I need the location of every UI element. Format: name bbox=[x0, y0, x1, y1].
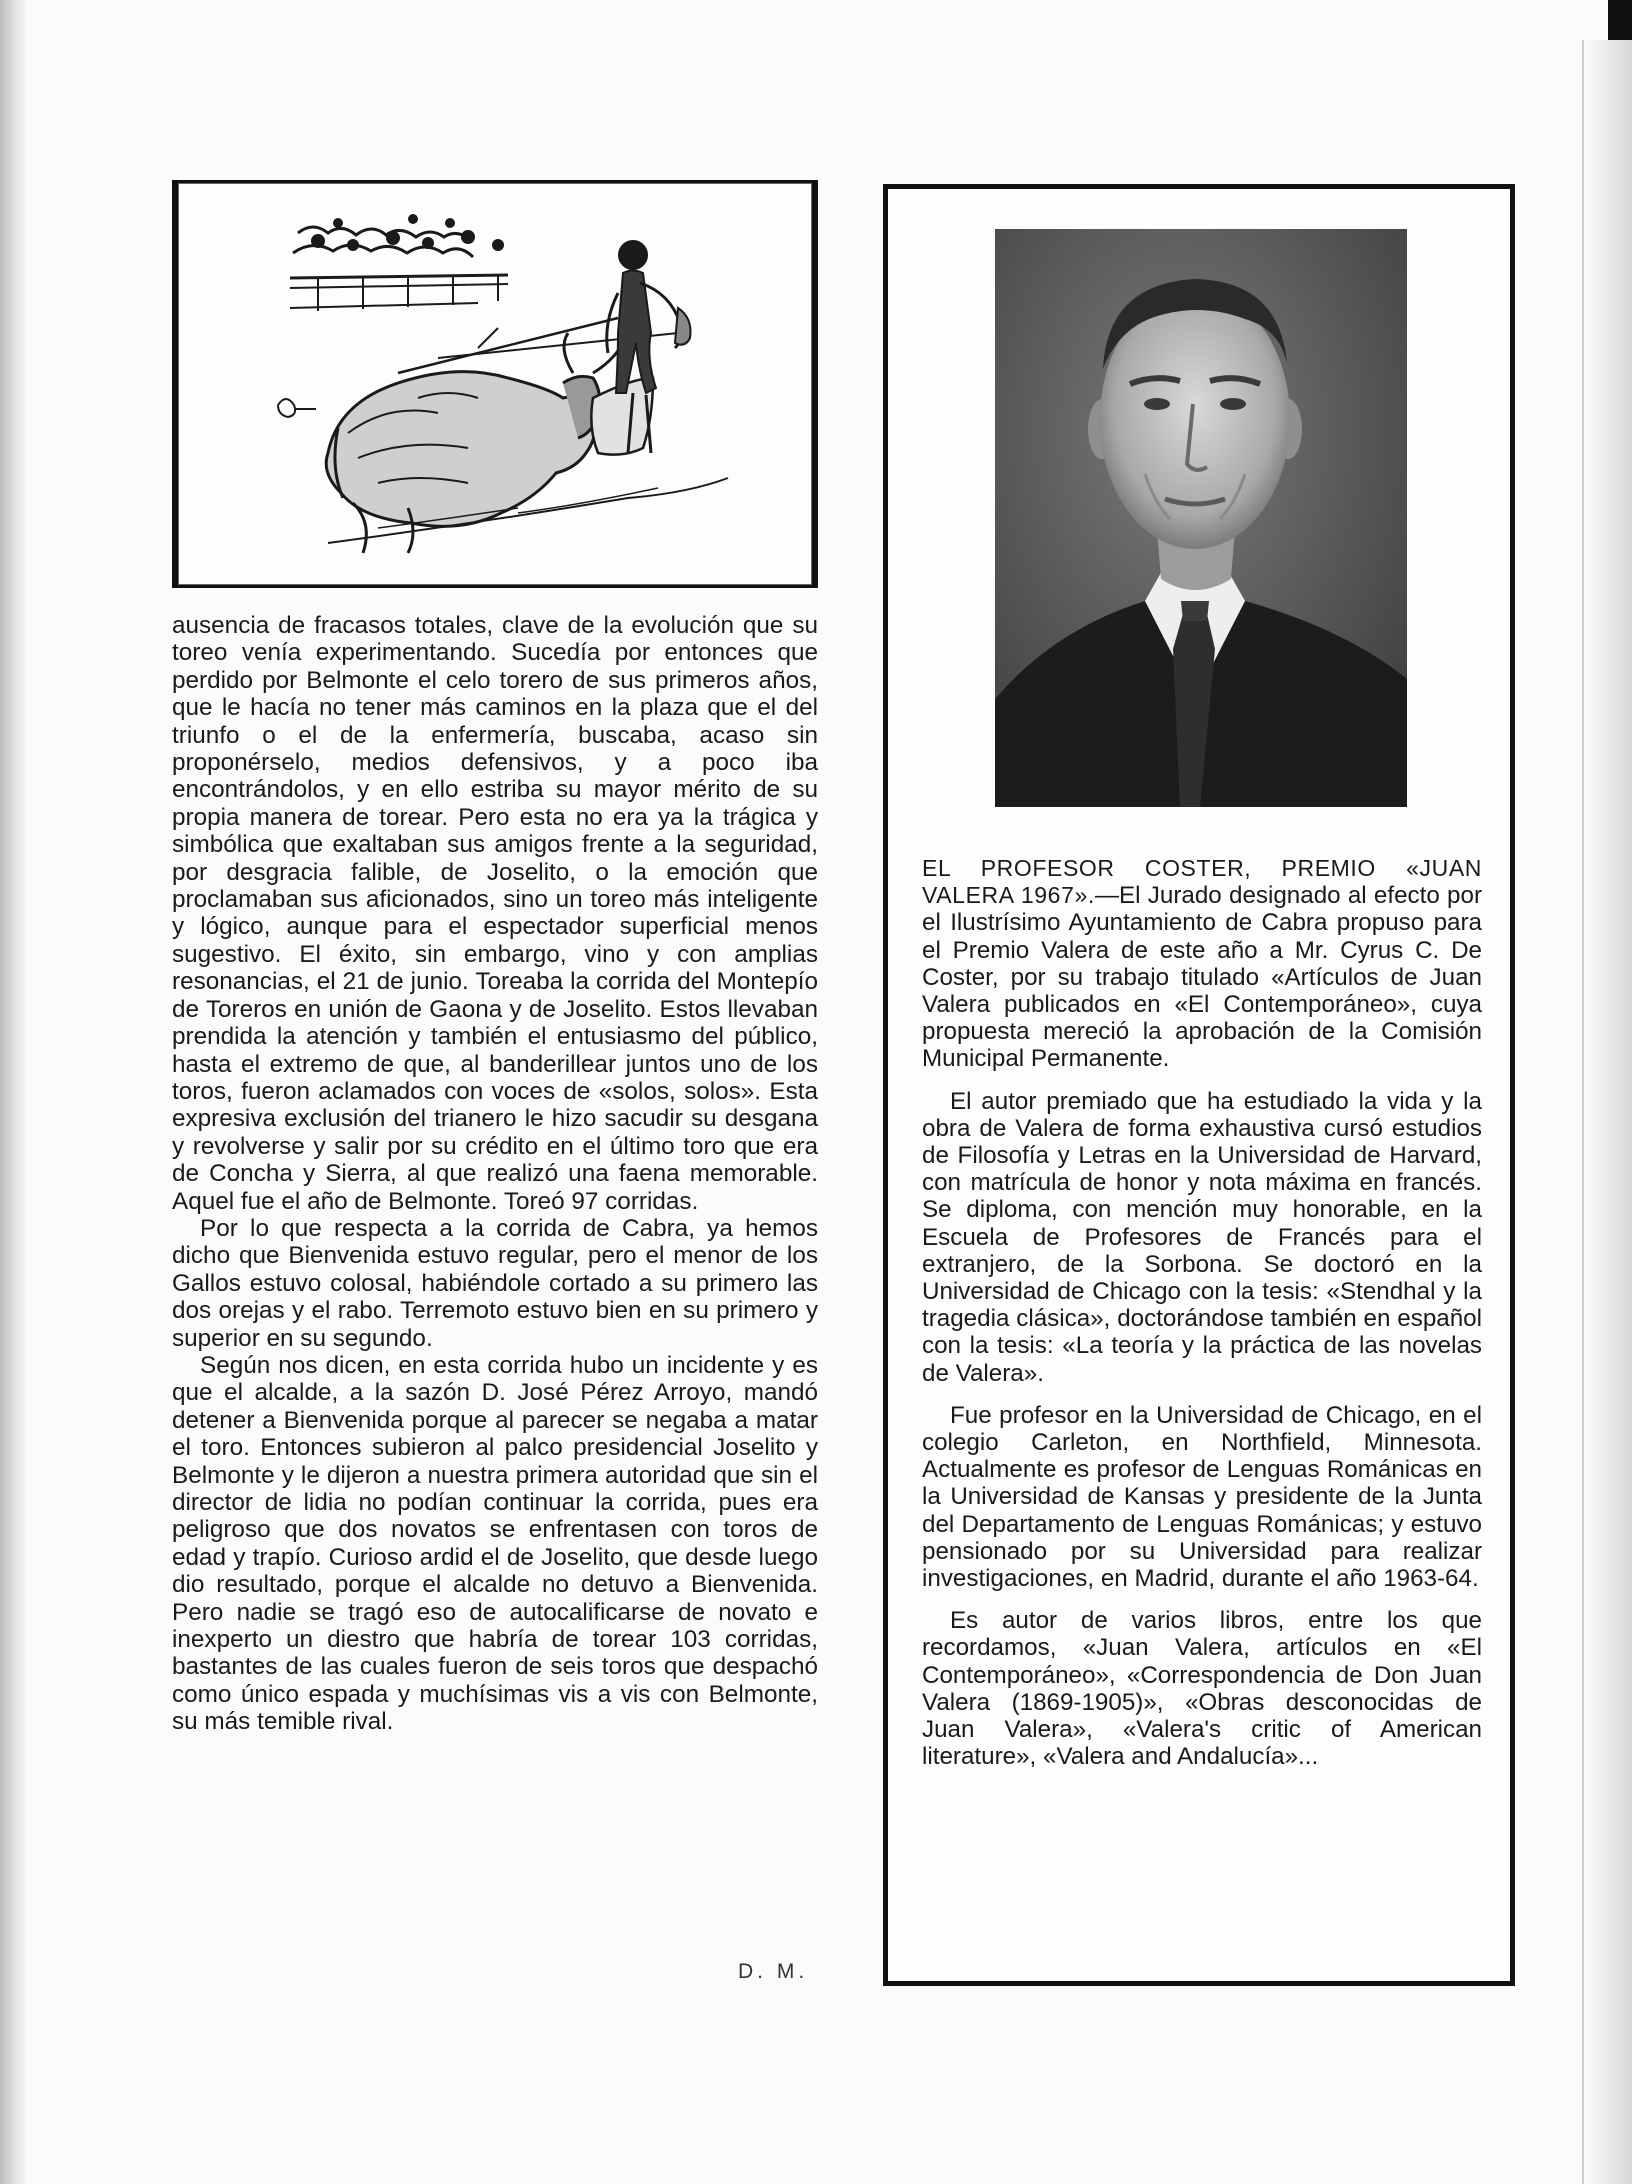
author-signature: D. M. bbox=[738, 1960, 809, 1983]
article-paragraph-3: Según nos dicen, en esta corrida hubo un incidente y es que el alcalde, a la sazón D. José Pérez Arroyo, mandó detener a Bienvenida porque al parecer se negaba a matar el toro. Entonces subieron al palco presidencial Joselito y Belmonte y le dijeron a nuestra primera autoridad que sin el director de lidia no podían continuar la corrida, pues era peligroso que dos novatos se enfrentasen con toros de edad y trapío. Curioso ardid el de Joselito, que desde luego dio resultado, porque el alcalde no detuvo a Bienvenida. Pero nadie se tragó eso de autocalificarse de novato e inexperto un diestro que habría de torear 103 corridas, bastantes de las cuales fueron de seis toros que despachó como único espada y muchísimas vis a vis con Belmonte, su más temible rival. bbox=[172, 1351, 818, 1736]
bullfight-illustration bbox=[172, 180, 818, 588]
bullfight-drawing bbox=[178, 183, 812, 585]
coster-prize-box bbox=[883, 184, 1515, 1986]
scan-edge-marker bbox=[1608, 0, 1632, 40]
coster-headline: EL PROFESOR COSTER, PREMIO «JUAN VALERA 1967». bbox=[922, 855, 1482, 909]
article-paragraph-1: ausencia de fracasos totales, clave de la evolución que su toreo venía experimentando. Sucedía por entonces que perdido por Belmonte el celo torero de sus primeros años, que le hacía no tener más caminos en la plaza que el del triunfo o el de la enfermería, buscaba, acaso sin proponérselo, medios defensivos, y a poco iba encontrándolos, y en ello estriba su mayor mérito de su propia manera de torear. Pero esta no era ya la trágica y simbólica que exaltaban sus amigos frente a la seguridad, por desgracia falible, de Joselito, o la emoción que proclamaban sus aficionados, sino un toreo más inteligente y lógico, aunque para el espectador superficial menos sugestivo. El éxito, sin embargo, vino y con amplias resonancias, el 21 de junio. Toreaba la corrida del Montepío de Toreros en unión de Gaona y de Joselito. Estos llevaban prendida la atención y también el entusiasmo del público, hasta el extremo de que, al banderillear juntos uno de los toros, fueron aclamados con voces de «solos, solos». Esta expresiva exclusión del trianero le hizo sacudir su desgana y revolverse y salir por su crédito en el último toro que era de Concha y Sierra, al que realizó una faena memorable. Aquel fue el año de Belmonte. Toreó 97 corridas. bbox=[172, 612, 818, 1215]
left-column-article bbox=[172, 612, 818, 1736]
coster-paragraph-1-body: —El Jurado designado al efecto por el Ilustrísimo Ayuntamiento de Cabra propuso para el Premio Valera de este año a Mr. Cyrus C. De Coster, por su trabajo titulado «Artículos de Juan Valera publicados en «El Contemporáneo», cuya propuesta mereció la aprobación de la Comisión Municipal Permanente. bbox=[922, 882, 1483, 1073]
article-paragraph-2: Por lo que respecta a la corrida de Cabra, ya hemos dicho que Bienvenida estuvo regular, pero el menor de los Gallos estuvo colosal, habiéndole cortado a su primero las dos orejas y el rabo. Terremoto estuvo bien en su primero y superior en su segundo. bbox=[172, 1214, 818, 1352]
coster-paragraph-1 bbox=[922, 855, 1482, 1073]
coster-paragraph-3: Fue profesor en la Universidad de Chicago, en el colegio Carleton, en Northfield, Minnesota. Actualmente es profesor de Lenguas Románicas en la Universidad de Kansas y presidente de la Junta del Departamento de Lenguas Románicas; y estuvo pensionado por su Universidad para realizar investigaciones, en Madrid, durante el año 1963-64. bbox=[922, 1401, 1482, 1593]
portrait-image bbox=[995, 229, 1407, 807]
coster-paragraph-2: El autor premiado que ha estudiado la vida y la obra de Valera de forma exhaustiva cursó estudios de Filosofía y Letras en la Universidad de Harvard, con matrícula de honor y nota máxima en francés. Se diploma, con mención muy honorable, en la Escuela de Profesores de Francés para el extranjero, de la Sorbona. Se doctoró en la Universidad de Chicago con la tesis: «Stendhal y la tragedia clásica», doctorándose también en español con la tesis: «La teoría y la práctica de las novelas de Valera». bbox=[922, 1087, 1482, 1387]
page-gutter-shadow bbox=[0, 0, 26, 2184]
coster-paragraph-4: Es autor de varios libros, entre los que recordamos, «Juan Valera, artículos en «El Contemporáneo», «Correspondencia de Don Juan Valera (1869-1905)», «Obras desconocidas de Juan Valera», «Valera's critic of American literature», «Valera and Andalucía»... bbox=[922, 1607, 1482, 1771]
crowd-sketch bbox=[293, 215, 503, 257]
portrait-photo bbox=[995, 229, 1407, 807]
coster-article bbox=[922, 855, 1482, 1786]
next-page-edge bbox=[1582, 40, 1632, 2184]
